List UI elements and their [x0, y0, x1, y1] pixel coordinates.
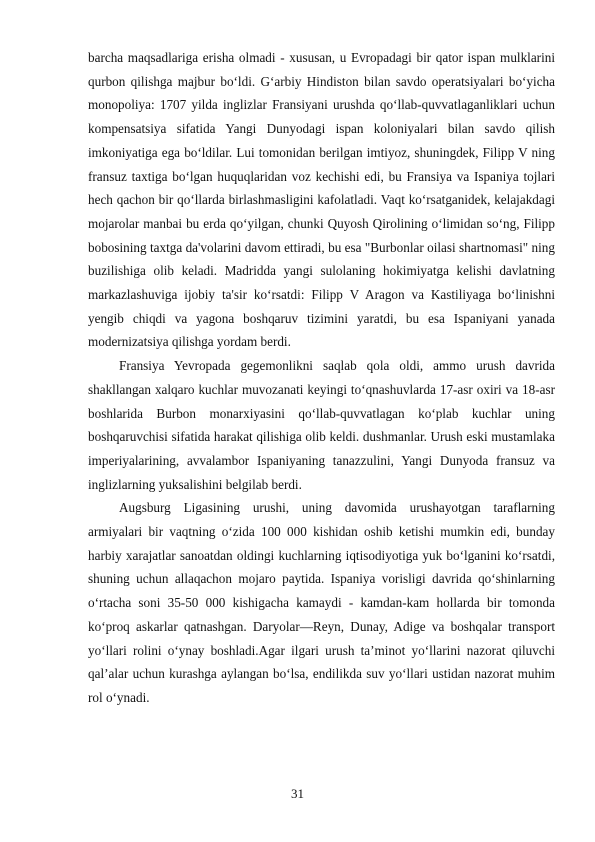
page-number: 31 — [291, 786, 304, 801]
document-body — [88, 46, 555, 710]
paragraph-2: Fransiya Yevropada gegemonlikni saqlab qola oldi, ammo urush davrida shakllangan xalqaro kuchlar muvozanati keyingi to‘qnashuvlarda 17-asr oxiri va 18-asr boshlarida Burbon monarxiyasini qo‘llab-quvvatlagan ko‘plab kuchlar uning boshqaruvchisi sifatida harakat qilishiga olib keldi. dushmanlar. Urush eski mustamlaka imperiyalarining, avvalambor Ispaniyaning tanazzulini, Yangi Dunyoda fransuz va inglizlarning yuksalishini belgilab berdi. — [88, 358, 555, 492]
paragraph-3: Augsburg Ligasining urushi, uning davomida urushayotgan taraflarning armiyalari bir vaqtning o‘zida 100 000 kishidan oshib ketishi mumkin edi, bunday harbiy xarajatlar sanoatdan oldingi kuchlarning iqtisodiyotiga yuk bo‘lganini ko‘rsatdi, shuning uchun allaqachon mojaro paytida. Ispaniya vorisligi davrida qo‘shinlarning o‘rtacha soni 35-50 000 kishigacha kamaydi - kamdan-kam hollarda bir tomonda ko‘proq askarlar qatnashgan. Daryolar—Reyn, Dunay, Adige va boshqalar transport yo‘llari rolini o‘ynay boshladi.Agar ilgari urush ta’minot yo‘llarini nazorat qiluvchi qal’alar uchun kurashga aylangan bo‘lsa, endilikda suv yo‘llari ustidan nazorat muhim rol o‘ynadi. — [88, 500, 555, 705]
paragraph-1: barcha maqsadlariga erisha olmadi - xususan, u Evropadagi bir qator ispan mulklarini qurbon qilishga majbur bo‘ldi. G‘arbiy Hindiston bilan savdo operatsiyalari bo‘yicha monopoliya: 1707 yilda inglizlar Fransiyani urushda qo‘llab-quvvatlaganliklari uchun kompensatsiya sifatida Yangi Dunyodagi ispan koloniyalari bilan savdo qilish imkoniyatiga ega bo‘ldilar. Lui tomonidan berilgan imtiyoz, shuningdek, Filipp V ning fransuz taxtiga bo‘lgan huquqlaridan voz kechishi edi, bu Fransiya va Ispaniya tojlari hech qachon bir qo‘llarda birlashmasligini kafolatladi. Vaqt ko‘rsatganidek, kelajakdagi mojarolar manbai bu erda qo‘yilgan, chunki Quyosh Qirolining o‘limidan so‘ng, Filipp bobosining taxtga da'volarini davom ettiradi, bu esa "Burbonlar oilasi shartnomasi" ning buzilishiga olib keladi. Madridda yangi sulolaning hokimiyatga kelishi davlatning markazlashuviga ijobiy ta'sir ko‘rsatdi: Filipp V Aragon va Kastiliyaga bo‘linishni yengib chiqdi va yagona boshqaruv tizimini yaratdi, bu esa Ispaniyani yanada modernizatsiya qilishga yordam berdi. — [88, 50, 555, 350]
